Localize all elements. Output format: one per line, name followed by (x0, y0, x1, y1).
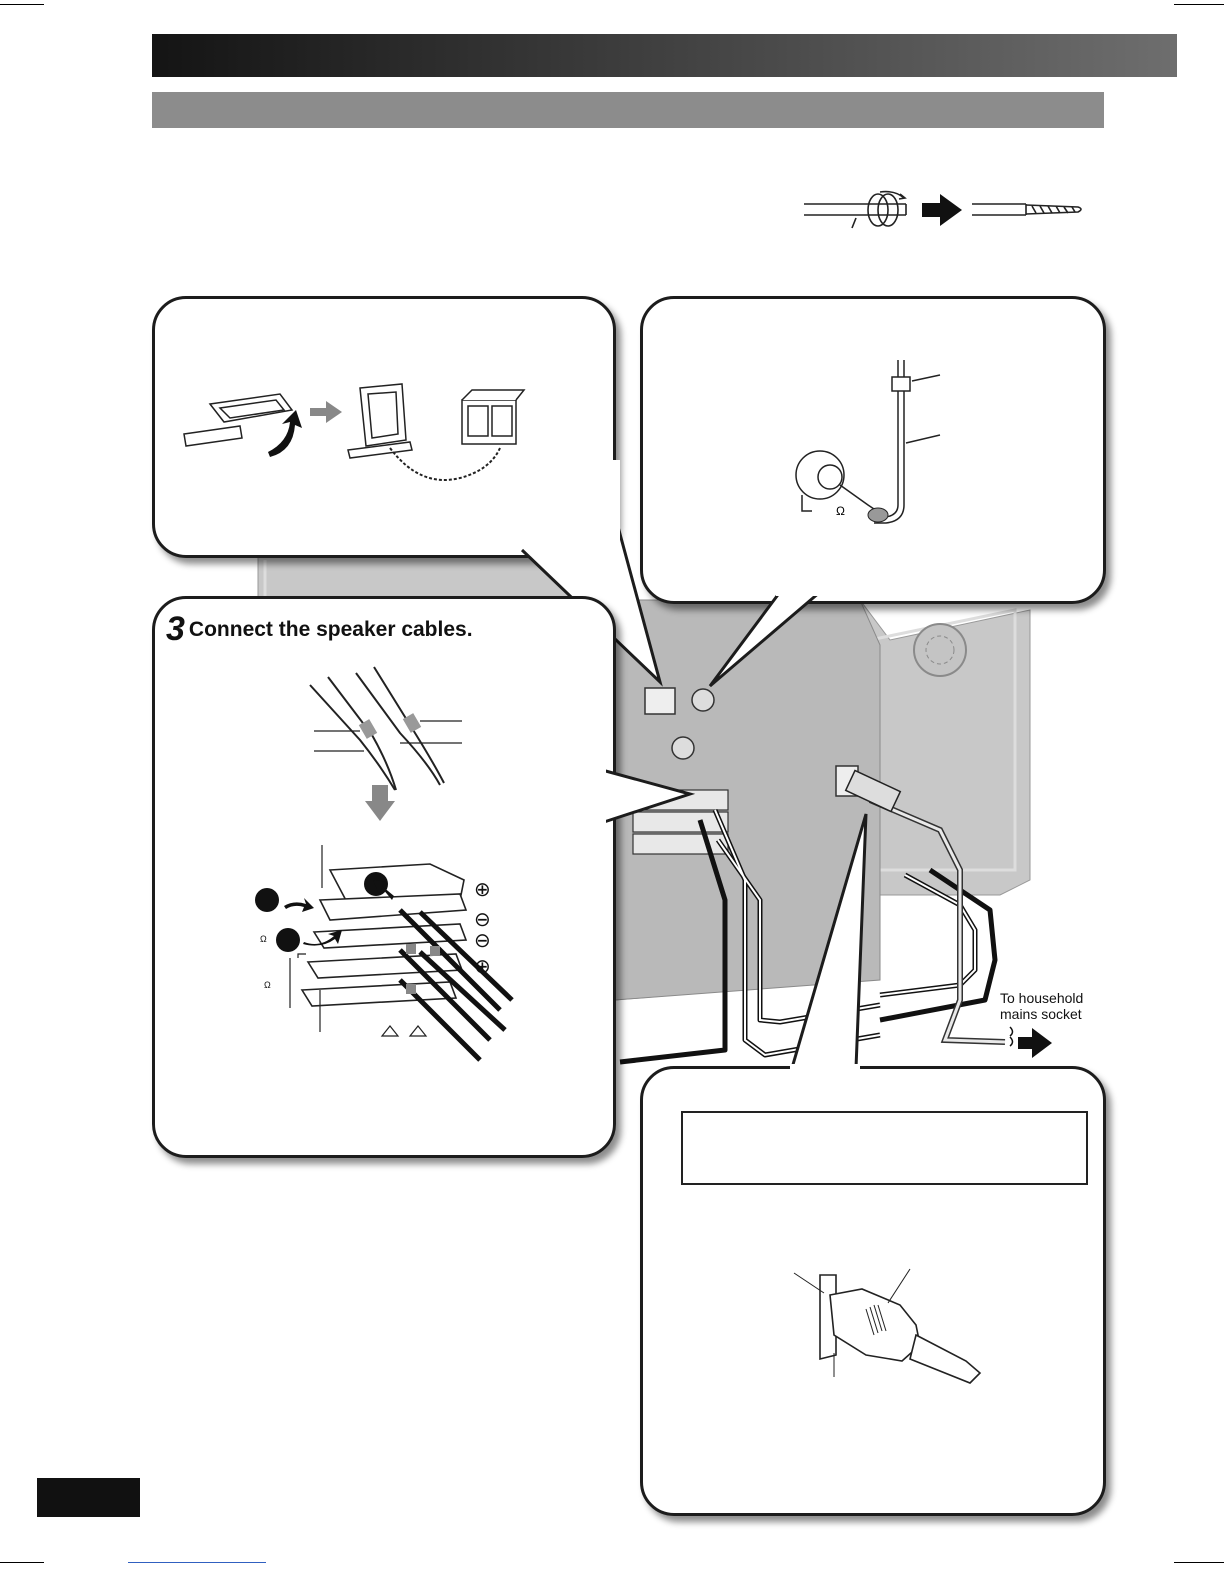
mains-arrow-icon (1018, 1028, 1052, 1058)
callout-tail-mains (790, 810, 910, 1072)
arrow-down-icon (365, 785, 395, 821)
ac-plug-illustration (790, 1265, 990, 1395)
step-3-heading (166, 610, 473, 649)
fm-ohm-mark: Ω (836, 504, 845, 518)
speaker-terminal-illustration (250, 840, 520, 1070)
ohm-mark-upper: Ω (260, 934, 267, 944)
terminal-symbol-minus-2: ⊖ (474, 930, 491, 952)
note-box (681, 1111, 1088, 1185)
step-a-bullet (255, 888, 279, 912)
terminal-symbol-plus-1: ⊕ (474, 879, 491, 901)
step-title: Connect the speaker cables. (188, 618, 473, 641)
footer-link-underline[interactable] (128, 1562, 266, 1563)
page-number-tab (37, 1478, 140, 1517)
callout-tail-speaker (600, 760, 710, 830)
am-loop-antenna-illustration (180, 380, 540, 500)
ohm-mark-lower: Ω (264, 980, 271, 990)
step-c-bullet (276, 928, 300, 952)
mains-label-line1: To household (1000, 990, 1084, 1006)
mains-label-line2: mains socket (1000, 1006, 1082, 1022)
arrow-right-icon (310, 401, 342, 423)
callout-tail-fm (680, 590, 830, 700)
terminal-symbol-minus-1: ⊖ (474, 909, 491, 931)
terminal-symbol-plus-2: ⊕ (474, 956, 491, 978)
mains-socket-label (1000, 990, 1083, 1022)
fm-antenna-illustration (780, 355, 980, 535)
am-antenna-terminal (645, 688, 675, 714)
step-number: 3 (166, 610, 185, 648)
speaker-cable-illustration (300, 665, 480, 825)
curved-arrow-icon (268, 410, 302, 457)
speaker-vent (914, 624, 966, 676)
